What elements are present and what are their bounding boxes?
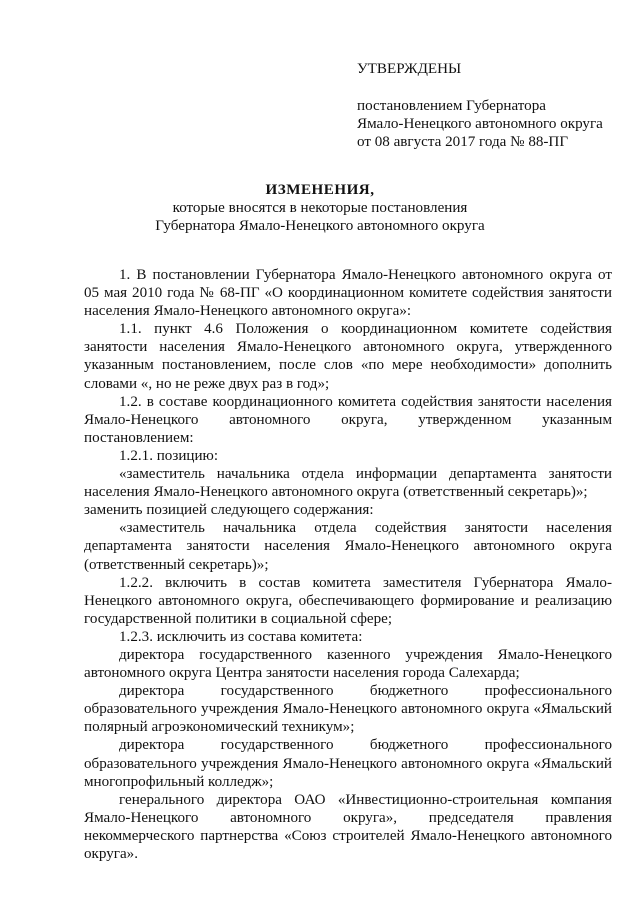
paragraph-excluded-member: директора государственного бюджетного профессионального образовательного учреждения Ямало-Ненецкого автономного округа «Ямальский полярный агроэкономический техникум»; xyxy=(84,683,612,736)
paragraph-old-position: «заместитель начальника отдела информации департамента занятости населения Ямало-Ненецкого автономного округа (ответственный секретарь)»; xyxy=(84,466,612,501)
document-body xyxy=(84,266,612,863)
document-subtitle-line: Губернатора Ямало-Ненецкого автономного округа xyxy=(155,218,485,234)
paragraph-replace-with: заменить позицией следующего содержания: xyxy=(84,502,374,519)
document-title: ИЗМЕНЕНИЯ, xyxy=(265,182,375,198)
approval-line: от 08 августа 2017 года № 88-ПГ xyxy=(357,134,569,150)
document-subtitle-line: которые вносятся в некоторые постановления xyxy=(172,200,468,216)
paragraph-item-1-2-3: 1.2.3. исключить из состава комитета: xyxy=(119,628,363,645)
paragraph-item-1-2: 1.2. в составе координационного комитета содействия занятости населения Ямало-Ненецкого автономного округа, утвержденном указанным постановлением: xyxy=(84,393,612,446)
paragraph-item-1-2-2: 1.2.2. включить в состав комитета заместителя Губернатора Ямало-Ненецкого автономного округа, обеспечивающего формирование и реализацию государственной политики в социальной сфере; xyxy=(84,574,612,627)
approval-line: постановлением Губернатора xyxy=(357,98,546,114)
paragraph-new-position: «заместитель начальника отдела содействия занятости населения департамента занятости населения Ямало-Ненецкого автономного округа (ответственный секретарь)»; xyxy=(84,520,612,573)
approval-line: Ямало-Ненецкого автономного округа xyxy=(357,116,603,132)
document-heading xyxy=(0,181,640,235)
approval-block xyxy=(357,60,627,151)
paragraph-item-1: 1. В постановлении Губернатора Ямало-Ненецкого автономного округа от 05 мая 2010 года № 68-ПГ «О координационном комитете содействия занятости населения Ямало-Ненецкого автономного округа»: xyxy=(84,267,612,320)
paragraph-excluded-member: директора государственного казенного учреждения Ямало-Ненецкого автономного округа Центра занятости населения города Салехарда; xyxy=(84,646,612,682)
approval-title: УТВЕРЖДЕНЫ xyxy=(357,61,462,77)
paragraph-excluded-member: генерального директора ОАО «Инвестиционно-строительная компания Ямало-Ненецкого автономного округа», председателя правления некоммерческого партнерства «Союз строителей Ямало-Ненецкого автономного округа». xyxy=(84,791,612,862)
paragraph-excluded-member: директора государственного бюджетного профессионального образовательного учреждения Ямало-Ненецкого автономного округа «Ямальский многопрофильный колледж»; xyxy=(84,737,612,790)
paragraph-item-1-1: 1.1. пункт 4.6 Положения о координационном комитете содействия занятости населения Ямало-Ненецкого автономного округа, утвержденного указанным постановлением, после слов «по мере необходимости» дополнить словами «, но не реже двух раз в год»; xyxy=(84,321,612,392)
paragraph-item-1-2-1: 1.2.1. позицию: xyxy=(119,447,219,464)
